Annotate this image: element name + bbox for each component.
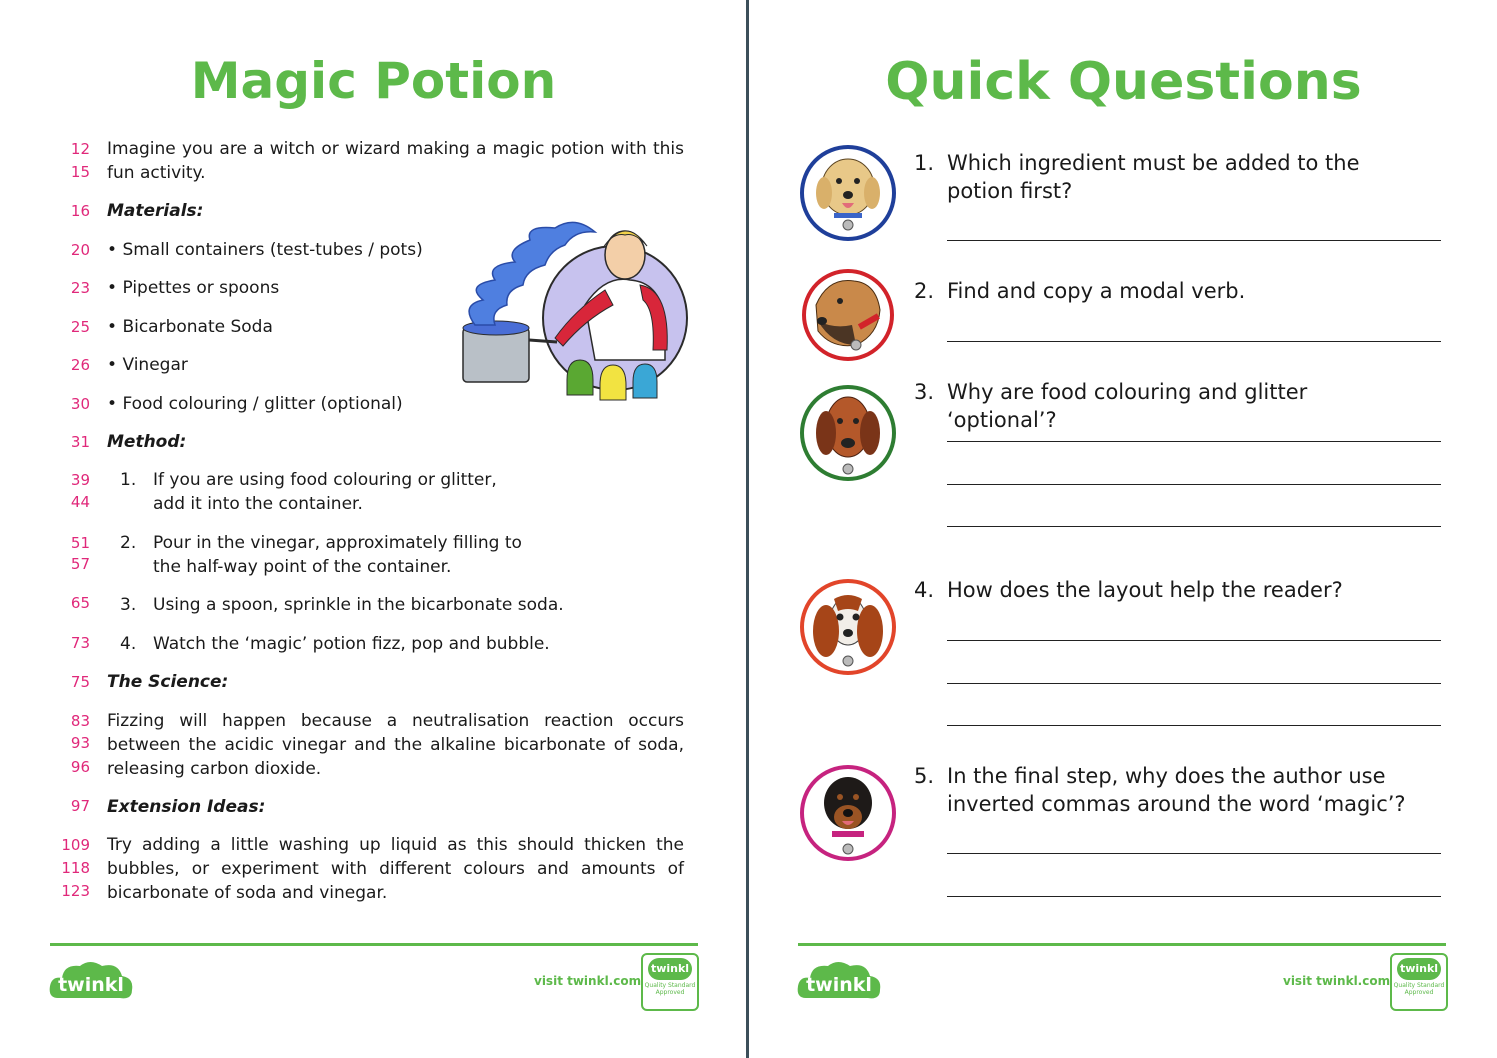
wizard-potion-illustration bbox=[455, 210, 695, 410]
extension-paragraph: Try adding a little washing up liquid as this should thicken the bubbles, or experiment with different colours and amounts of bicarbonate of soda and vinegar. bbox=[107, 835, 684, 903]
line-number: 30 bbox=[70, 395, 90, 413]
line-number: 65 bbox=[70, 594, 90, 612]
golden-retriever-icon bbox=[798, 143, 898, 243]
line-number: 26 bbox=[70, 356, 90, 374]
badge-subtitle: Quality Standard Approved bbox=[644, 982, 696, 996]
line-number: 123 bbox=[61, 882, 90, 900]
line-number: 25 bbox=[70, 318, 90, 336]
quality-badge bbox=[1390, 953, 1448, 1011]
question-text: Find and copy a modal verb. bbox=[947, 279, 1246, 303]
science-paragraph: Fizzing will happen because a neutralisation reaction occurs between the acidic vinegar and the alkaline bicarbonate of soda, releasing carbon dioxide. bbox=[107, 711, 684, 779]
question-text: Which ingredient must be added to the potion first? bbox=[947, 151, 1360, 203]
badge-title: twinkl bbox=[1397, 958, 1441, 980]
line-number: 97 bbox=[70, 797, 90, 815]
material-item: • Food colouring / glitter (optional) bbox=[107, 392, 403, 416]
line-number: 12 bbox=[70, 140, 90, 158]
line-number: 20 bbox=[70, 241, 90, 259]
twinkl-logo bbox=[796, 958, 882, 1006]
question-number: 2. bbox=[914, 279, 935, 303]
line-number: 96 bbox=[70, 758, 90, 776]
answer-line[interactable] bbox=[947, 896, 1441, 897]
question-number: 1. bbox=[914, 151, 935, 175]
extension-heading: Extension Ideas: bbox=[107, 797, 266, 817]
materials-heading: Materials: bbox=[107, 201, 204, 221]
line-number: 73 bbox=[70, 634, 90, 652]
line-number: 39 bbox=[70, 471, 90, 489]
answer-line[interactable] bbox=[947, 640, 1441, 641]
step-number: 3. bbox=[120, 595, 137, 615]
line-number: 109 bbox=[61, 836, 90, 854]
science-heading: The Science: bbox=[107, 672, 229, 692]
step-text: Watch the ‘magic’ potion fizz, pop and bubble. bbox=[153, 634, 550, 654]
line-number: 57 bbox=[70, 555, 90, 573]
visit-link[interactable]: visit twinkl.com bbox=[534, 974, 642, 988]
logo-text: twinkl bbox=[806, 974, 872, 996]
line-number: 83 bbox=[70, 712, 90, 730]
answer-line[interactable] bbox=[947, 683, 1441, 684]
material-item: • Pipettes or spoons bbox=[107, 276, 279, 300]
step-text: Pour in the vinegar, approximately filling to the half-way point of the container. bbox=[153, 533, 522, 577]
logo-text: twinkl bbox=[58, 974, 124, 996]
page-title: Magic Potion bbox=[190, 52, 557, 110]
step-number: 2. bbox=[120, 533, 137, 553]
answer-line[interactable] bbox=[947, 341, 1441, 342]
question-text: In the final step, why does the author use inverted commas around the word ‘magic’? bbox=[947, 764, 1406, 816]
line-number: 31 bbox=[70, 433, 90, 451]
line-number: 93 bbox=[70, 734, 90, 752]
material-item: • Bicarbonate Soda bbox=[107, 315, 273, 339]
page-title: Quick Questions bbox=[885, 52, 1362, 112]
spaniel-icon bbox=[798, 577, 898, 677]
answer-line[interactable] bbox=[947, 441, 1441, 442]
question-text: How does the layout help the reader? bbox=[947, 578, 1343, 602]
question-number: 5. bbox=[914, 764, 935, 788]
airedale-terrier-icon bbox=[798, 265, 898, 365]
question-text: Why are food colouring and glitter ‘optional’? bbox=[947, 380, 1308, 432]
bloodhound-icon bbox=[798, 383, 898, 483]
line-number: 51 bbox=[70, 534, 90, 552]
visit-link[interactable]: visit twinkl.com bbox=[1283, 974, 1391, 988]
footer-rule bbox=[50, 943, 698, 946]
twinkl-logo bbox=[48, 958, 134, 1006]
line-number: 75 bbox=[70, 673, 90, 691]
line-number: 16 bbox=[70, 202, 90, 220]
answer-line[interactable] bbox=[947, 240, 1441, 241]
line-number: 23 bbox=[70, 279, 90, 297]
footer-rule bbox=[798, 943, 1446, 946]
answer-line[interactable] bbox=[947, 484, 1441, 485]
question-number: 3. bbox=[914, 380, 935, 404]
intro-paragraph: Imagine you are a witch or wizard making a magic potion with this fun activity. bbox=[107, 139, 684, 183]
line-number: 44 bbox=[70, 493, 90, 511]
material-item: • Small containers (test-tubes / pots) bbox=[107, 238, 423, 262]
answer-line[interactable] bbox=[947, 526, 1441, 527]
step-text: Using a spoon, sprinkle in the bicarbonate soda. bbox=[153, 595, 564, 615]
rottweiler-icon bbox=[798, 763, 898, 863]
material-item: • Vinegar bbox=[107, 353, 188, 377]
line-number: 15 bbox=[70, 163, 90, 181]
answer-line[interactable] bbox=[947, 853, 1441, 854]
question-number: 4. bbox=[914, 578, 935, 602]
step-number: 4. bbox=[120, 634, 137, 654]
quality-badge bbox=[641, 953, 699, 1011]
badge-subtitle: Quality Standard Approved bbox=[1393, 982, 1445, 996]
step-text: If you are using food colouring or glitter, add it into the container. bbox=[153, 470, 497, 514]
answer-line[interactable] bbox=[947, 725, 1441, 726]
method-heading: Method: bbox=[107, 432, 187, 452]
line-number: 118 bbox=[61, 859, 90, 877]
badge-title: twinkl bbox=[648, 958, 692, 980]
step-number: 1. bbox=[120, 470, 137, 490]
